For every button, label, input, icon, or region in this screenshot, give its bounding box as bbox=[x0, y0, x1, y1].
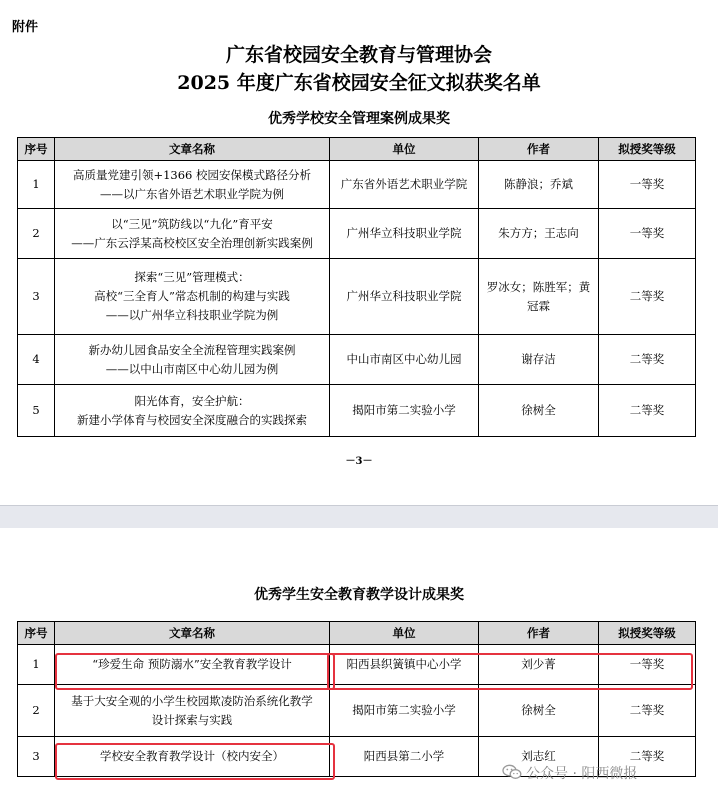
title-line: 学校安全教育教学设计（校内安全） bbox=[100, 749, 284, 763]
row-award: 一等奖 bbox=[599, 645, 696, 685]
row-title bbox=[55, 259, 330, 335]
row-unit: 广州华立科技职业学院 bbox=[330, 209, 479, 259]
highlight-box-row1-title bbox=[55, 653, 335, 690]
table-row bbox=[18, 685, 696, 737]
row-no: 5 bbox=[18, 385, 55, 437]
header-title: 文章名称 bbox=[55, 622, 330, 645]
header-award: 拟授奖等级 bbox=[599, 138, 696, 161]
header-no: 序号 bbox=[18, 622, 55, 645]
header-author: 作者 bbox=[479, 138, 599, 161]
row-no: 1 bbox=[18, 645, 55, 685]
row-award: 二等奖 bbox=[599, 335, 696, 385]
section-title-teaching-design: 优秀学生安全教育教学设计成果奖 bbox=[254, 587, 464, 603]
row-author: 刘志红 bbox=[479, 737, 599, 777]
row-unit: 揭阳市第二实验小学 bbox=[330, 385, 479, 437]
title-line: 基于大安全观的小学生校园欺凌防治系统化教学 bbox=[71, 693, 313, 708]
row-title bbox=[55, 209, 330, 259]
title-line: ——以中山市南区中心幼儿园为例 bbox=[105, 361, 279, 376]
row-author: 谢存洁 bbox=[479, 335, 599, 385]
row-no: 2 bbox=[18, 685, 55, 737]
row-title bbox=[55, 161, 330, 209]
header-award: 拟授奖等级 bbox=[599, 622, 696, 645]
row-no: 2 bbox=[18, 209, 55, 259]
title-line: 新办幼儿园食品安全全流程管理实践案例 bbox=[88, 342, 296, 357]
row-no: 4 bbox=[18, 335, 55, 385]
row-unit: 广东省外语艺术职业学院 bbox=[330, 161, 479, 209]
title-line: 探索“三见”管理模式： bbox=[134, 270, 250, 284]
row-award: 二等奖 bbox=[599, 685, 696, 737]
document-title-line1: 广东省校园安全教育与管理协会 bbox=[225, 44, 492, 66]
table-row bbox=[18, 385, 696, 437]
row-unit: 中山市南区中心幼儿园 bbox=[330, 335, 479, 385]
title-line: 高质量党建引领+1366 校园安保模式路径分析 bbox=[72, 167, 312, 182]
page-number: －3－ bbox=[345, 456, 373, 467]
row-author: 朱方方；王志向 bbox=[479, 209, 599, 259]
row-award: 二等奖 bbox=[599, 385, 696, 437]
header-unit: 单位 bbox=[330, 622, 479, 645]
watermark-text: 公众号 · 阳西微报 bbox=[526, 766, 638, 782]
row-no: 3 bbox=[18, 737, 55, 777]
document-page-2 bbox=[0, 528, 718, 804]
row-author: 陈静浪；乔斌 bbox=[479, 161, 599, 209]
row-title bbox=[55, 385, 330, 437]
header-no: 序号 bbox=[18, 138, 55, 161]
row-award: 二等奖 bbox=[599, 259, 696, 335]
header-title: 文章名称 bbox=[55, 138, 330, 161]
award-table-management bbox=[17, 137, 696, 437]
title-line: 高校“三全育人”常态机制的构建与实践 bbox=[94, 289, 290, 303]
table-row bbox=[18, 335, 696, 385]
title-line: ——以广东省外语艺术职业学院为例 bbox=[100, 186, 284, 201]
table-header-row bbox=[18, 138, 696, 161]
header-unit: 单位 bbox=[330, 138, 479, 161]
table-header-row bbox=[18, 622, 696, 645]
row-unit: 阳西县织簧镇中心小学 bbox=[330, 645, 479, 685]
row-title bbox=[55, 335, 330, 385]
row-unit: 广州华立科技职业学院 bbox=[330, 259, 479, 335]
title-line: ——以广州华立科技职业学院为例 bbox=[105, 308, 279, 322]
document-title-line2: 2025 年度广东省校园安全征文拟获奖名单 bbox=[177, 72, 541, 94]
row-no: 3 bbox=[18, 259, 55, 335]
highlight-box-row3-title bbox=[55, 743, 335, 780]
watermark bbox=[502, 763, 637, 784]
table-row bbox=[18, 209, 696, 259]
highlight-box-row1-details bbox=[327, 653, 693, 690]
section-title-management: 优秀学校安全管理案例成果奖 bbox=[268, 111, 450, 127]
title-line: 阳光体育，安全护航： bbox=[134, 393, 250, 408]
row-unit: 揭阳市第二实验小学 bbox=[330, 685, 479, 737]
title-line: 设计探索与实践 bbox=[151, 712, 233, 727]
page-separator bbox=[0, 505, 718, 529]
row-author: 罗冰女；陈胜军；黄冠霖 bbox=[479, 259, 599, 335]
row-award: 一等奖 bbox=[599, 209, 696, 259]
row-author: 徐树全 bbox=[479, 685, 599, 737]
table-row bbox=[18, 161, 696, 209]
row-title bbox=[55, 685, 330, 737]
row-no: 1 bbox=[18, 161, 55, 209]
title-line: “珍爱生命 预防溺水”安全教育教学设计 bbox=[92, 657, 292, 671]
attachment-label: 附件 bbox=[12, 20, 39, 35]
title-line: 新建小学体育与校园安全深度融合的实践探索 bbox=[77, 412, 307, 427]
title-line: ——广东云浮某高校校区安全治理创新实践案例 bbox=[71, 235, 313, 250]
header-author: 作者 bbox=[479, 622, 599, 645]
row-author: 徐树全 bbox=[479, 385, 599, 437]
wechat-icon bbox=[502, 764, 522, 784]
row-author: 刘少菁 bbox=[479, 645, 599, 685]
row-award: 二等奖 bbox=[599, 737, 696, 777]
title-line: 以“三见”筑防线以“九化”育平安 bbox=[111, 216, 273, 231]
row-unit: 阳西县第二小学 bbox=[330, 737, 479, 777]
table-row bbox=[18, 259, 696, 335]
row-award: 一等奖 bbox=[599, 161, 696, 209]
